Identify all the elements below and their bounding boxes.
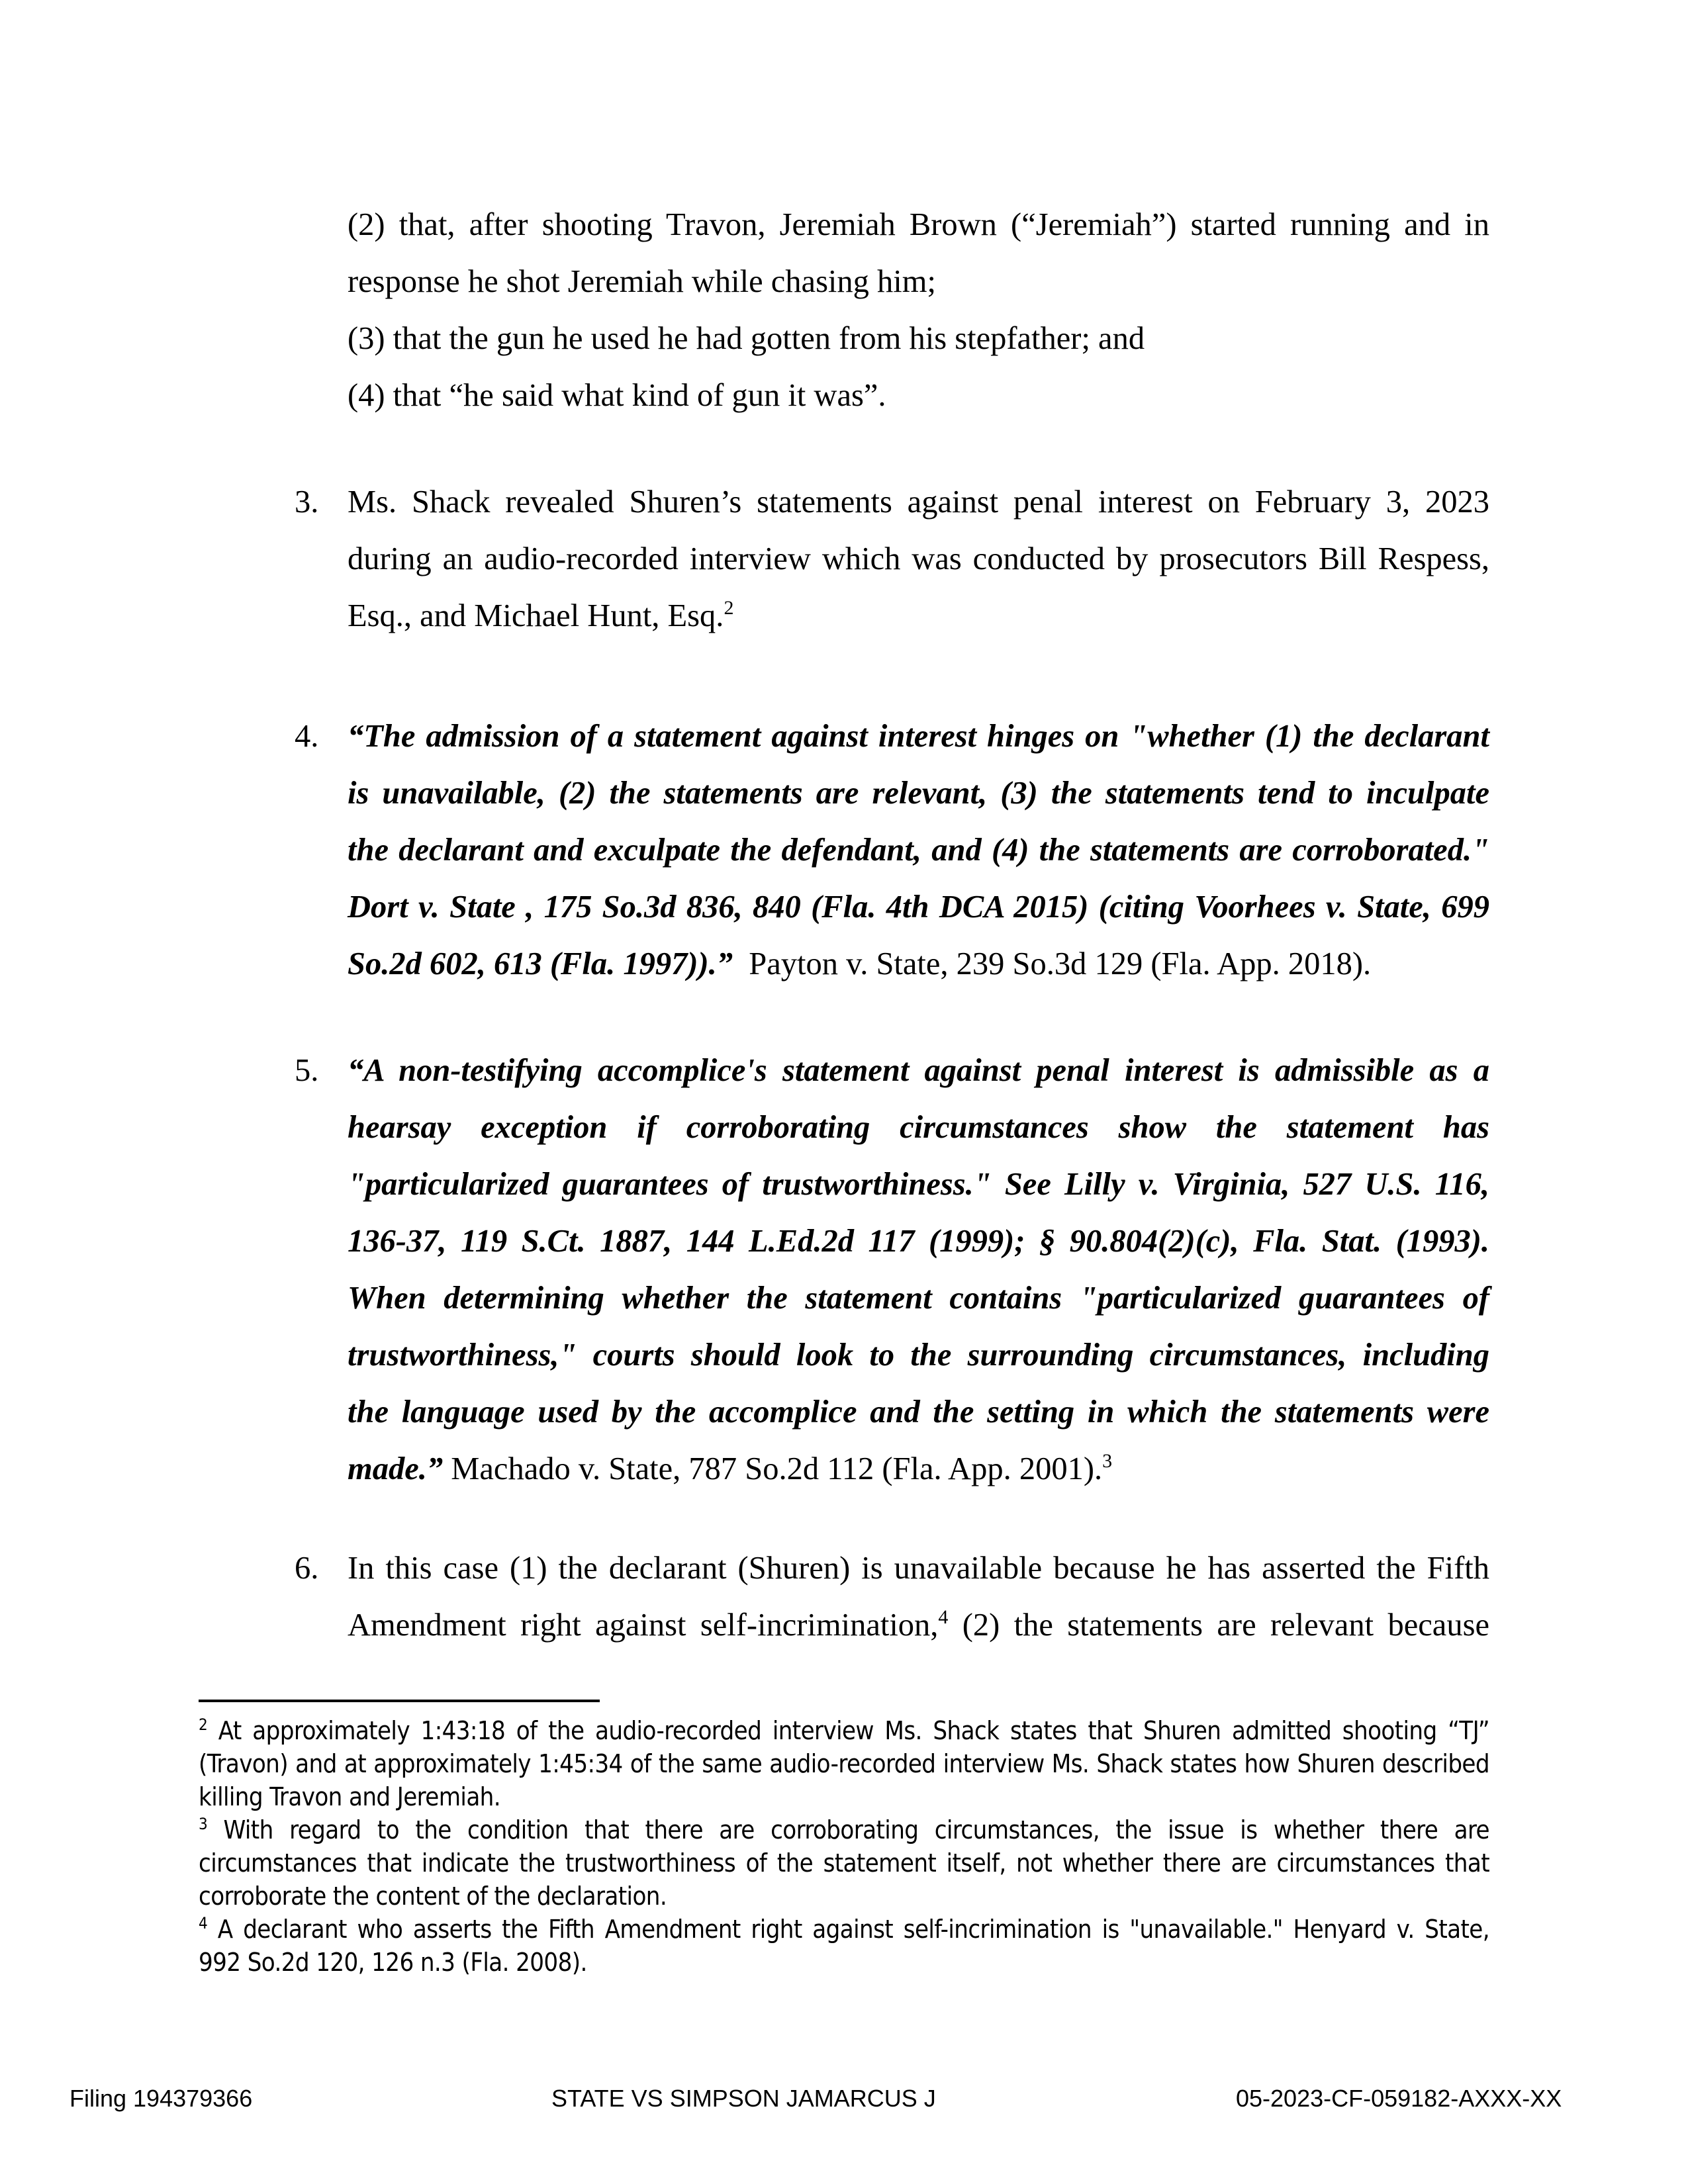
- text-line: [348, 1441, 1489, 1498]
- footnote-line: [199, 1813, 1489, 1846]
- quote-line: When determining whether the statement contains "particularized guarantees of: [348, 1281, 1489, 1316]
- footnote-number: 2: [199, 1715, 208, 1734]
- text-line: (2) that, after shooting Travon, Jeremiah Brown (“Jeremiah”) started running and in: [348, 207, 1489, 242]
- citation: Machado v. State, 787 So.2d 112 (Fla. App. 2001).: [451, 1451, 1103, 1486]
- quote-line: the declarant and exculpate the defendant, and (4) the statements are corroborated.": [348, 833, 1489, 868]
- paragraph-number: 6.: [295, 1551, 319, 1586]
- paragraph-4: [295, 708, 1489, 993]
- quote-line: 136-37, 119 S.Ct. 1887, 144 L.Ed.2d 117 (1999); § 90.804(2)(c), Fla. Stat. (1993).: [348, 1224, 1489, 1259]
- text-line: (4) that “he said what kind of gun it was”.: [348, 378, 886, 413]
- text-span: A declarant who asserts the Fifth Amendment right against self-incrimination is "unavailable." Henyard v. State,: [207, 1915, 1489, 1944]
- quote-line: is unavailable, (2) the statements are relevant, (3) the statements tend to inculpate: [348, 776, 1489, 811]
- footnote-separator: [199, 1700, 600, 1702]
- footnote-line: [199, 1714, 1489, 1747]
- text-line: during an audio-recorded interview which was conducted by prosecutors Bill Respess,: [348, 541, 1489, 576]
- paragraph-number: 3.: [295, 484, 319, 520]
- footnote-number: 4: [199, 1914, 208, 1933]
- footnote-3: [199, 1813, 1489, 1913]
- text-line: (3) that the gun he used he had gotten from his stepfather; and: [348, 321, 1145, 356]
- footnote-line: 992 So.2d 120, 126 n.3 (Fla. 2008).: [199, 1948, 587, 1977]
- footnote-line: (Travon) and at approximately 1:45:34 of the same audio-recorded interview Ms. Shack states how Shuren described: [199, 1749, 1489, 1778]
- quote-line: “A non-testifying accomplice's statement against penal interest is admissible as a: [348, 1053, 1489, 1088]
- footnote-ref[interactable]: 4: [938, 1606, 949, 1628]
- footnotes: [199, 1714, 1489, 1979]
- footnote-line: killing Travon and Jeremiah.: [199, 1782, 501, 1811]
- paragraph-2-continuation: [348, 197, 1489, 424]
- footer-filing-number: Filing 194379366: [70, 2085, 253, 2112]
- footer-case-name: STATE VS SIMPSON JAMARCUS J: [551, 2085, 936, 2112]
- footnote-ref[interactable]: 2: [724, 597, 734, 619]
- quote-line: “The admission of a statement against interest hinges on "whether (1) the declarant: [348, 719, 1489, 754]
- text-line: In this case (1) the declarant (Shuren) is unavailable because he has asserted the Fifth: [348, 1551, 1489, 1586]
- text-span: At approximately 1:43:18 of the audio-recorded interview Ms. Shack states that Shuren admitted shooting “TJ”: [207, 1716, 1489, 1745]
- text-line: response he shot Jeremiah while chasing him;: [348, 264, 936, 299]
- paragraph-6: [295, 1540, 1489, 1654]
- text-line: [348, 588, 1489, 645]
- citation: Payton v. State, 239 So.3d 129 (Fla. App. 2018).: [749, 946, 1372, 981]
- footnote-line: circumstances that indicate the trustworthiness of the statement itself, not whether there are circumstances that: [199, 1848, 1489, 1878]
- footnote-number: 3: [199, 1815, 208, 1833]
- text-line: [348, 936, 1489, 993]
- quote-line: hearsay exception if corroborating circumstances show the statement has: [348, 1110, 1489, 1145]
- quote-line: the language used by the accomplice and the setting in which the statements were: [348, 1394, 1489, 1430]
- footnote-4: [199, 1913, 1489, 1979]
- paragraph-number: 5.: [295, 1053, 319, 1088]
- paragraph-number: 4.: [295, 719, 319, 754]
- text-span: Esq., and Michael Hunt, Esq.: [348, 598, 724, 633]
- text-line: [348, 1597, 1489, 1654]
- footer-case-number: 05-2023-CF-059182-AXXX-XX: [1236, 2085, 1562, 2112]
- quote-line: "particularized guarantees of trustworthiness." See Lilly v. Virginia, 527 U.S. 116,: [348, 1167, 1489, 1202]
- footnote-2: [199, 1714, 1489, 1813]
- paragraph-3: [295, 474, 1489, 645]
- quote-span: made.”: [348, 1451, 444, 1486]
- text-span: Amendment right against self-incrimination,: [348, 1608, 939, 1643]
- footnote-ref[interactable]: 3: [1102, 1450, 1113, 1472]
- text-span: With regard to the condition that there are corroborating circumstances, the issue is whether there are: [207, 1815, 1489, 1844]
- text-line: Ms. Shack revealed Shuren’s statements against penal interest on February 3, 2023: [348, 484, 1489, 520]
- footnote-line: corroborate the content of the declaration.: [199, 1882, 667, 1911]
- quote-span: So.2d 602, 613 (Fla. 1997)).”: [348, 946, 733, 981]
- text-span: (2) the statements are relevant because: [948, 1608, 1489, 1643]
- quote-line: Dort v. State , 175 So.3d 836, 840 (Fla. 4th DCA 2015) (citing Voorhees v. State, 699: [348, 889, 1489, 925]
- paragraph-5: [295, 1042, 1489, 1498]
- quote-line: trustworthiness," courts should look to the surrounding circumstances, including: [348, 1338, 1489, 1373]
- footnote-line: [199, 1913, 1489, 1946]
